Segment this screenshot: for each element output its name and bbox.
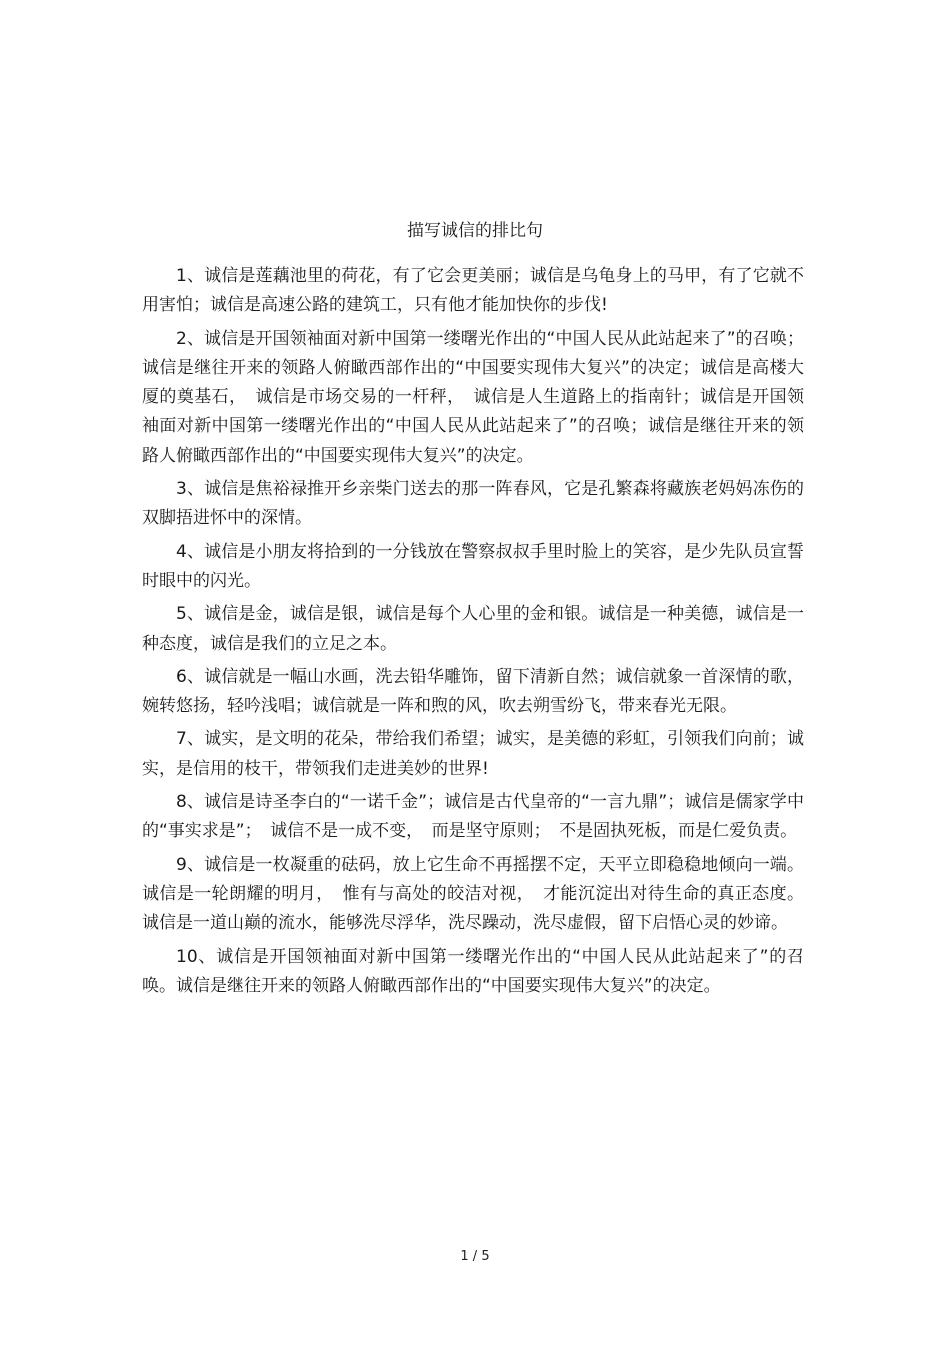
- paragraph-9: 9、诚信是一枚凝重的砝码，放上它生命不再摇摆不定，天平立即稳稳地倾向一端。诚信是一轮朗耀的明月， 惟有与高处的皎洁对视， 才能沉淀出对待生命的真正态度。诚信是一道山巅的流水，能够洗尽浮华，洗尽躁动，洗尽虚假，留下启悟心灵的妙谛。: [142, 854, 804, 934]
- document-body: [142, 262, 804, 1005]
- paragraph-3: 3、诚信是焦裕禄推开乡亲柴门送去的那一阵春风，它是孔繁森将藏族老妈妈冻伤的双脚捂进怀中的深情。: [142, 479, 804, 529]
- paragraph-1: 1、诚信是莲藕池里的荷花，有了它会更美丽；诚信是乌龟身上的马甲，有了它就不用害怕；诚信是高速公路的建筑工，只有他才能加快你的步伐!: [142, 266, 804, 316]
- paragraph-7: 7、诚实，是文明的花朵，带给我们希望；诚实，是美德的彩虹，引领我们向前；诚实，是信用的枝干，带领我们走进美妙的世界!: [142, 729, 804, 779]
- paragraph-5: 5、诚信是金，诚信是银，诚信是每个人心里的金和银。诚信是一种美德，诚信是一种态度，诚信是我们的立足之本。: [142, 604, 804, 654]
- paragraph-8: 8、诚信是诗圣李白的“一诺千金”；诚信是古代皇帝的“一言九鼎”；诚信是儒家学中的“事实求是”； 诚信不是一成不变， 而是坚守原则； 不是固执死板，而是仁爱负责。: [142, 792, 804, 842]
- paragraph-10: 10、诚信是开国领袖面对新中国第一缕曙光作出的“中国人民从此站起来了”的召唤。诚信是继往开来的领路人俯瞰西部作出的“中国要实现伟大复兴”的决定。: [142, 946, 804, 996]
- paragraph-2: 2、诚信是开国领袖面对新中国第一缕曙光作出的“中国人民从此站起来了”的召唤；诚信是继往开来的领路人俯瞰西部作出的“中国要实现伟大复兴”的决定；诚信是高楼大厦的奠基石， 诚信是市场交易的一杆秤， 诚信是人生道路上的指南针；诚信是开国领袖面对新中国第一缕曙光作出的“中国人民从此站起来了”的召唤；诚信是继往开来的领路人俯瞰西部作出的“中国要实现伟大复兴”的决定。: [142, 328, 804, 466]
- page-number: 1 / 5: [460, 1249, 490, 1264]
- paragraph-6: 6、诚信就是一幅山水画，洗去铅华雕饰，留下清新自然；诚信就象一首深情的歌，婉转悠扬，轻吟浅唱；诚信就是一阵和煦的风，吹去朔雪纷飞，带来春光无限。: [142, 666, 804, 717]
- page-title: 描写诚信的排比句: [407, 221, 543, 241]
- paragraph-4: 4、诚信是小朋友将拾到的一分钱放在警察叔叔手里时脸上的笑容，是少先队员宣誓时眼中的闪光。: [142, 541, 804, 591]
